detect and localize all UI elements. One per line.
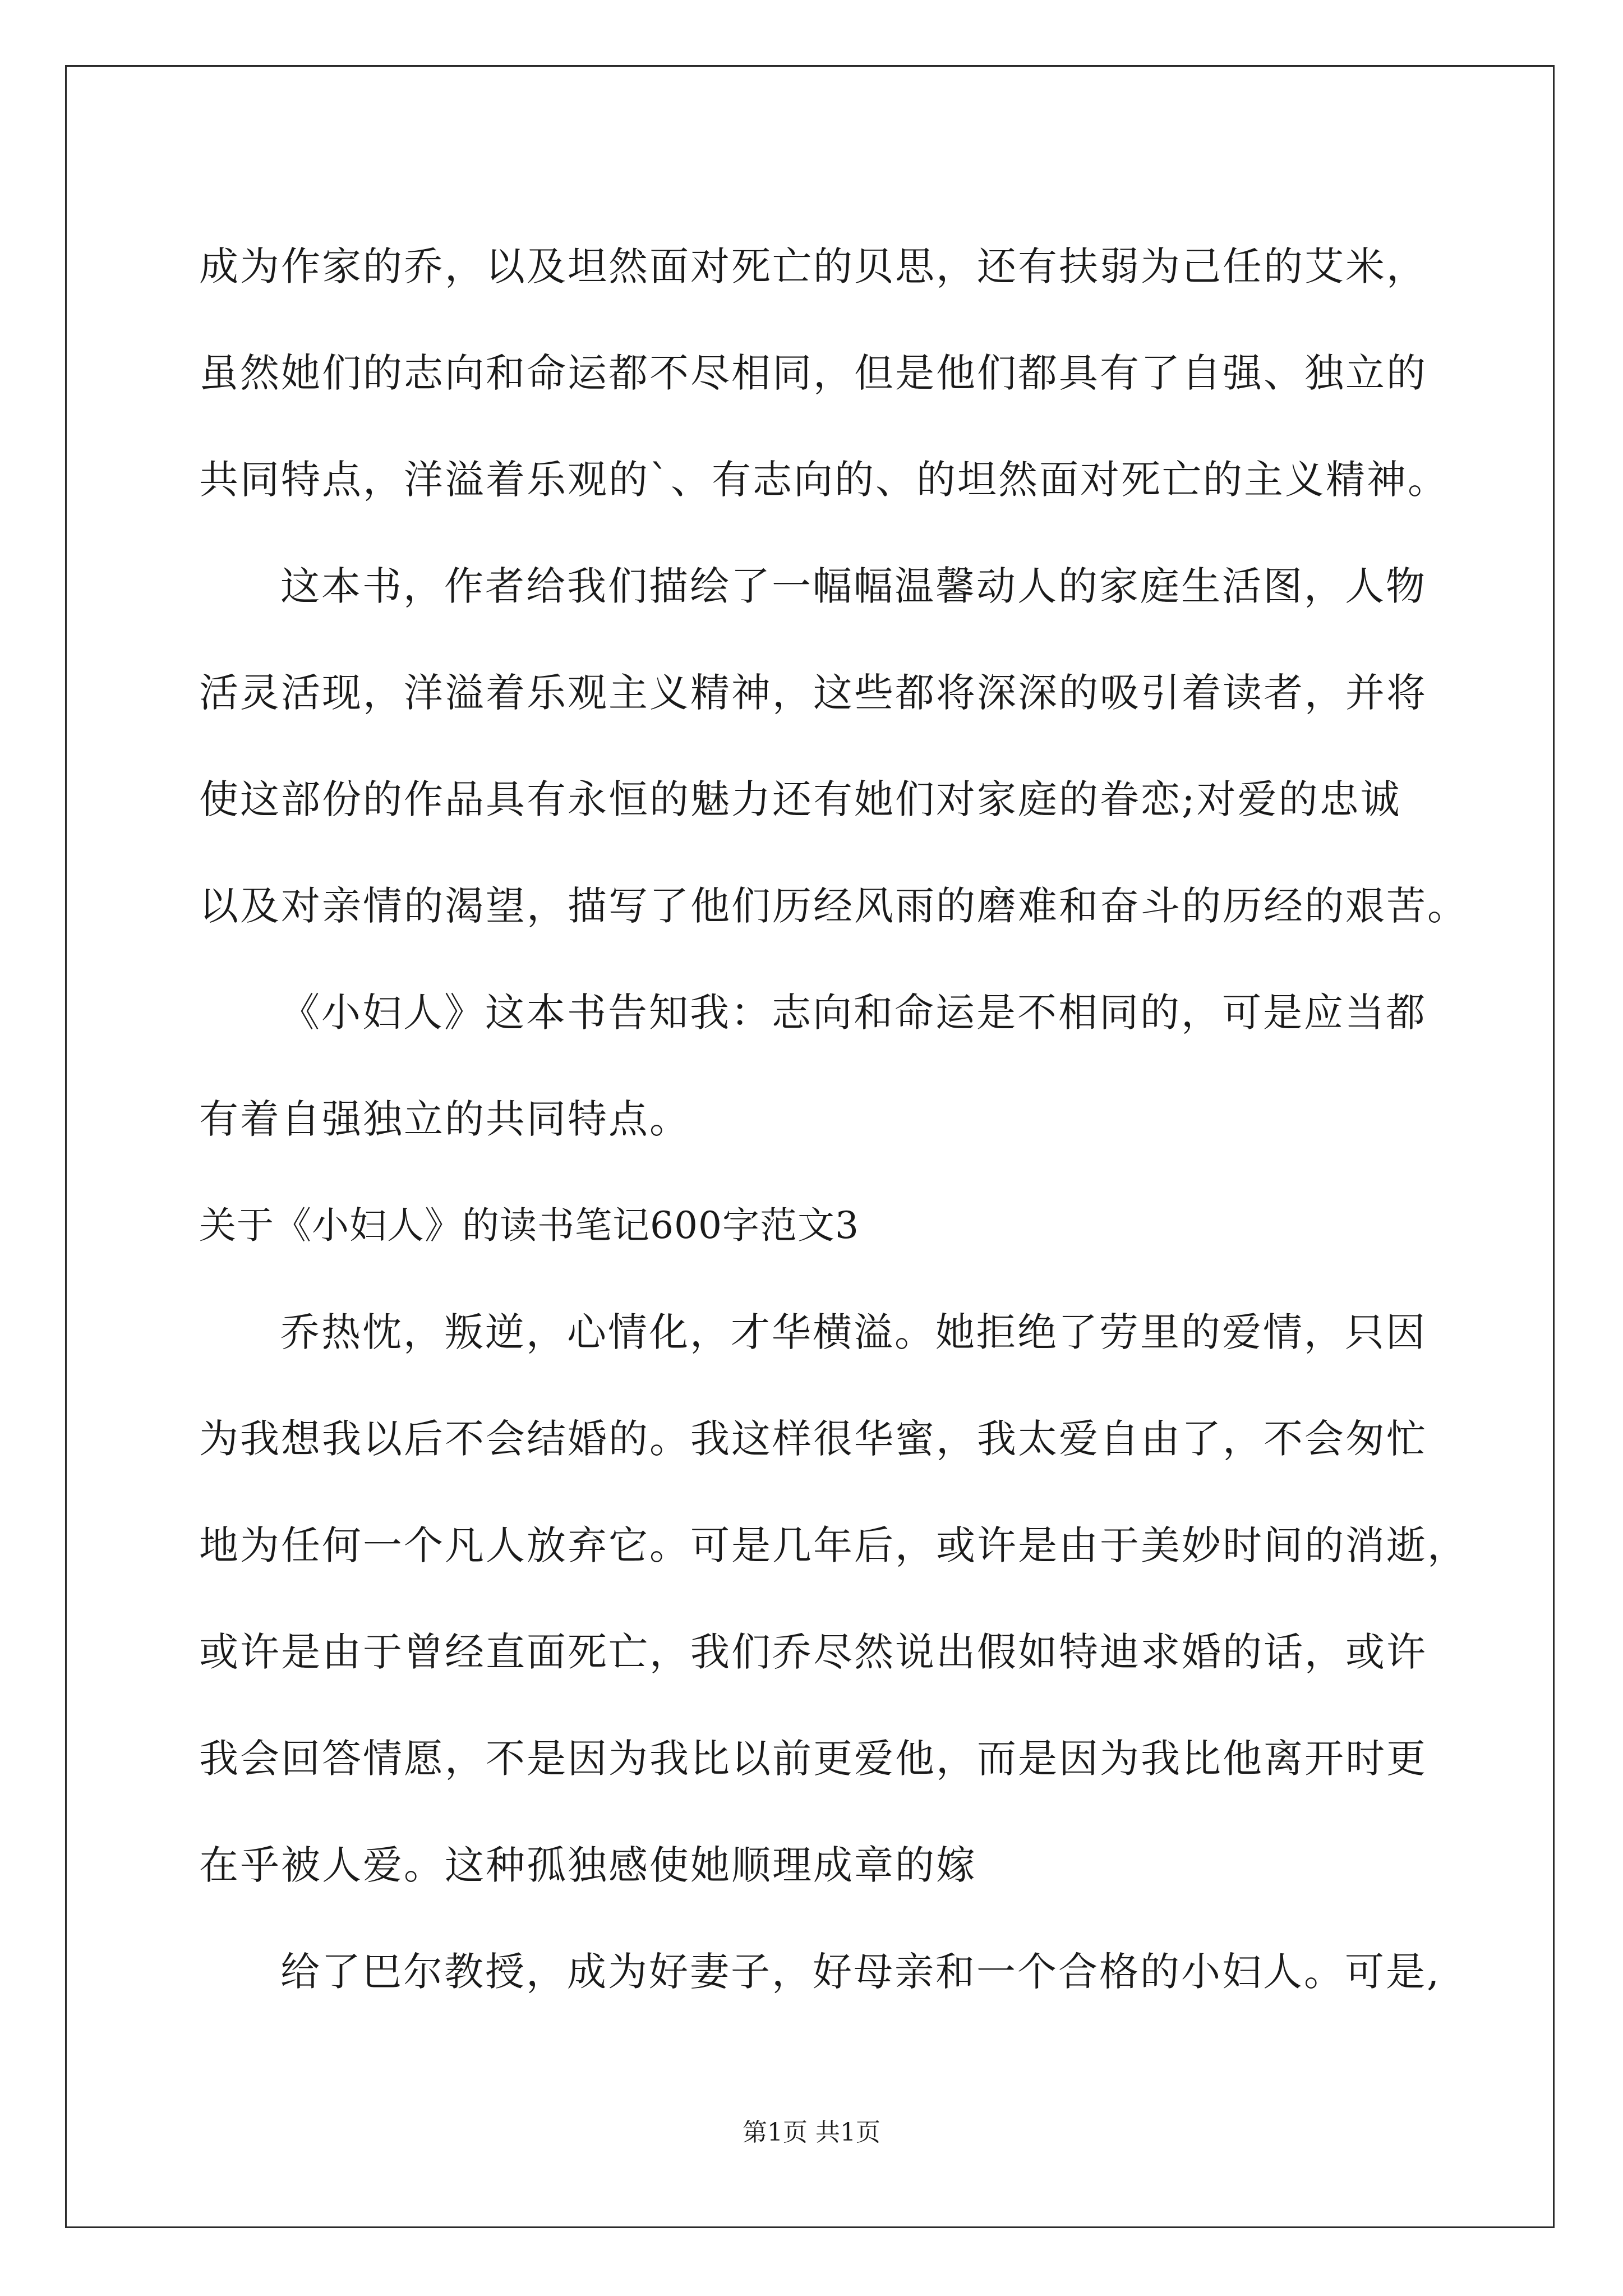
document-body (199, 213, 1468, 2025)
text-line: 在乎被人爱。这种孤独感使她顺理成章的嫁 (199, 1842, 977, 1888)
text-line: 有着自强独立的共同特点。 (199, 1096, 690, 1142)
text-line: 给了巴尔教授，成为好妻子，好母亲和一个合格的小妇人。可是, (280, 1949, 1441, 1995)
text-line: 乔热忱，叛逆，心情化，才华横溢。她拒绝了劳里的爱情，只因 (280, 1309, 1427, 1355)
text-line: 虽然她们的志向和命运都不尽相同，但是他们都具有了自强、独立的 (199, 350, 1427, 396)
paragraph-2 (199, 533, 1468, 959)
text-line: 这本书，作者给我们描绘了一幅幅温馨动人的家庭生活图，人物 (280, 563, 1427, 609)
page-footer: 第1页 共1页 (743, 2118, 880, 2147)
text-line: 为我想我以后不会结婚的。我这样很华蜜，我太爱自由了，不会匆忙 (199, 1416, 1427, 1462)
text-line: 活灵活现，洋溢着乐观主义精神，这些都将深深的吸引着读者，并将 (199, 670, 1427, 716)
text-line: 使这部份的作品具有永恒的魅力还有她们对家庭的眷恋;对爱的忠诚 (199, 776, 1401, 822)
text-line: 《小妇人》这本书告知我：志向和命运是不相同的，可是应当都 (280, 990, 1427, 1036)
paragraph-4 (199, 1279, 1468, 1918)
text-line: 成为作家的乔，以及坦然面对死亡的贝思，还有扶弱为己任的艾米， (199, 243, 1427, 289)
paragraph-3 (199, 959, 1461, 1172)
text-line: 或许是由于曾经直面死亡，我们乔尽然说出假如特迪求婚的话，或许 (199, 1629, 1427, 1675)
paragraph-5 (199, 1918, 1461, 2025)
text-line: 我会回答情愿，不是因为我比以前更爱他，而是因为我比他离开时更 (199, 1736, 1427, 1782)
section-heading: 关于《小妇人》的读书笔记600字范文3 (199, 1204, 859, 1247)
text-line: 以及对亲情的渴望，描写了他们历经风雨的磨难和奋斗的历经的艰苦。 (199, 883, 1468, 929)
text-line: 地为任何一个凡人放弃它。可是几年后，或许是由于美妙时间的消逝， (199, 1522, 1468, 1568)
text-line: 共同特点，洋溢着乐观的`、有志向的、的坦然面对死亡的主义精神。 (199, 457, 1449, 503)
paragraph-1 (199, 213, 1461, 533)
